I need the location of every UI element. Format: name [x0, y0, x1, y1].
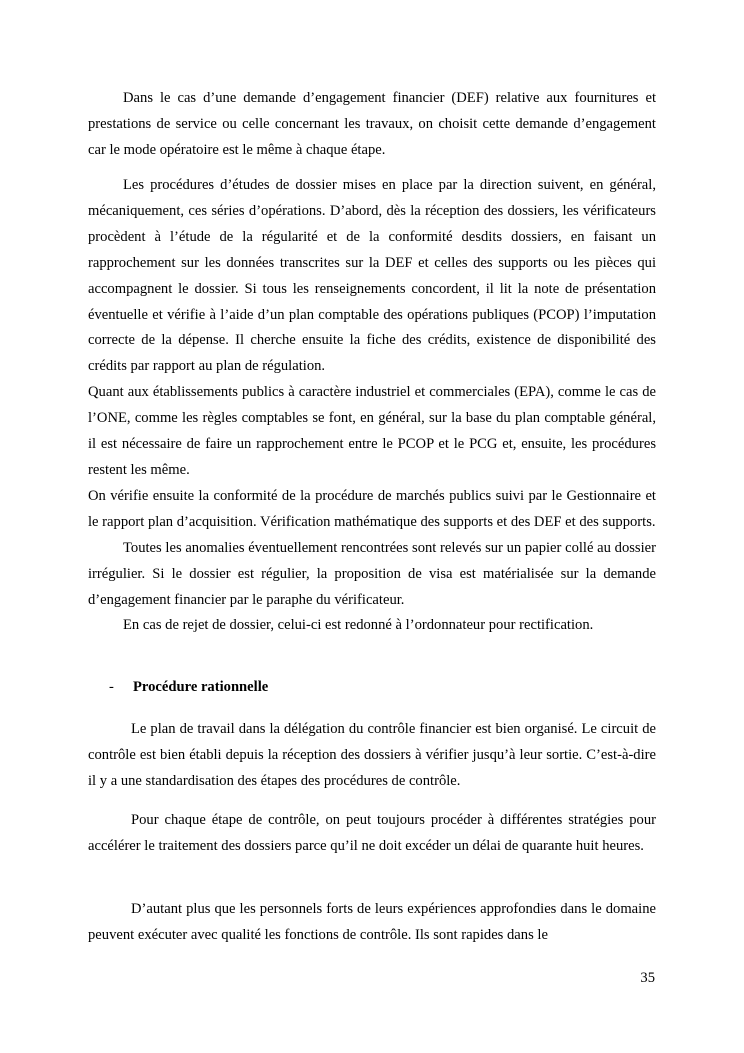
paragraph-block-6 — [88, 897, 656, 949]
paragraph-def-intro: Dans le cas d’une demande d’engagement financier (DEF) relative aux fournitures et prestations de service ou celle concernant les travaux, on choisit cette demande d’engagement car le mode opératoire est le même à chaque étape. — [88, 90, 656, 158]
paragraph-anomalies: Toutes les anomalies éventuellement rencontrées sont relevés sur un papier collé au dossier irrégulier. Si le dossier est régulier, la proposition de visa est matérialisée sur la demande d’engagement financier par le paraphe du vérificateur. — [88, 539, 656, 608]
paragraph-rejet: En cas de rejet de dossier, celui-ci est redonné à l’ordonnateur pour rectification. — [123, 617, 594, 634]
paragraph-plan-travail: Le plan de travail dans la délégation du contrôle financier est bien organisé. Le circuit de contrôle est bien établi depuis la réception des dossiers à vérifier jusqu’à leur sortie. C’est-à-dire il y a une standardisation des étapes des procédures de contrôle. — [88, 721, 656, 789]
section-heading — [109, 679, 268, 696]
paragraph-block-5 — [88, 808, 656, 860]
paragraph-procedures: Les procédures d’études de dossier mises en place par la direction suivent, en général, mécaniquement, ces séries d’opérations. D’abord, dès la réception des dossiers, les vérificateurs procèdent à l’étude de la régularité et de la conformité desdits dossiers, en faisant un rapprochement sur les données transcrites sur la DEF et celles des supports ou les pièces qui accompagnent le dossier. Si tous les renseignements concordent, il lit la note de présentation éventuelle et vérifie à l’aide d’un plan comptable des opérations publiques (PCOP) l’imputation correcte de la dépense. Il cherche ensuite la fiche des crédits, existence de disponibilité des crédits par rapport au plan de régulation. — [88, 177, 656, 375]
paragraph-strategies: Pour chaque étape de contrôle, on peut toujours procéder à différentes stratégies pour accélérer le traitement des dossiers parce qu’il ne doit excéder un délai de quarante huit heures. — [88, 812, 656, 854]
paragraph-block-4 — [88, 717, 656, 795]
paragraph-personnels: D’autant plus que les personnels forts de leurs expériences approfondies dans le domaine peuvent exécuter avec qualité les fonctions de contrôle. Ils sont rapides dans le — [88, 901, 656, 943]
heading-bullet: - — [109, 679, 114, 695]
paragraph-block-1 — [88, 86, 656, 164]
paragraph-block-2 — [88, 173, 656, 639]
heading-title: Procédure rationnelle — [133, 679, 269, 695]
paragraph-epa: Quant aux établissements publics à caractère industriel et commerciales (EPA), comme le cas de l’ONE, comme les règles comptables se font, en général, sur la base du plan comptable général, il est nécessaire de faire un rapprochement entre le PCOP et le PCG et, ensuite, les procédures restent les même. — [88, 384, 656, 478]
page-number: 35 — [640, 970, 655, 986]
paragraph-marches-publics: On vérifie ensuite la conformité de la procédure de marchés publics suivi par le Gestionnaire et le rapport plan d’acquisition. Vérification mathématique des supports et des DEF et des supports. — [88, 487, 656, 530]
